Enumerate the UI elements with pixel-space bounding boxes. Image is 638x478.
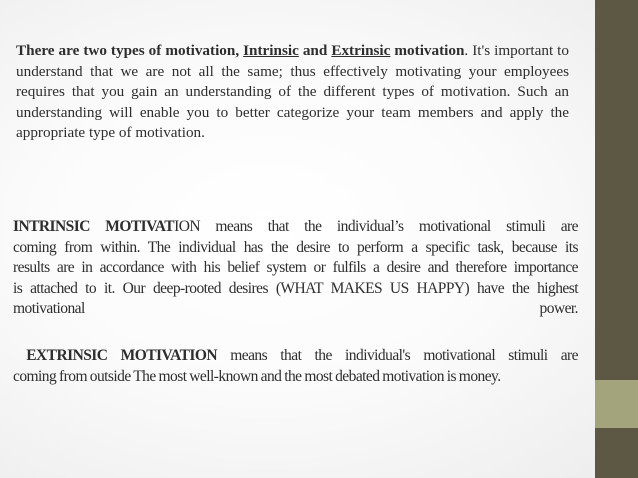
intro-paragraph <box>16 41 569 144</box>
intrinsic-heading-tail: ION <box>174 218 200 235</box>
intrinsic-heading: INTRINSIC MOTIVAT <box>13 218 175 235</box>
extrinsic-heading: EXTRINSIC MOTIVATION <box>26 347 218 364</box>
extrinsic-term: Extrinsic <box>331 42 391 59</box>
intrinsic-paragraph <box>13 217 578 320</box>
intrinsic-line-1-rest: means that the individual’s motivational stimuli are <box>200 218 578 235</box>
intro-and: and <box>298 42 332 59</box>
intrinsic-line-5: motivational power. <box>13 300 578 318</box>
intro-rest: . It's important to understand that we are not all the same; thus effectively motivating your employees requires that you gain an understanding of the different types of motivation. Such an understanding will enable you to better categorize your team members and apply the appropriate type of motivation. <box>16 42 569 142</box>
intro-motivation-word: motivation <box>390 42 465 59</box>
intrinsic-term: Intrinsic <box>243 42 299 59</box>
intro-lead: There are two types of motivation, <box>16 42 244 59</box>
intrinsic-line-3: results are in accordance with his belief system or fulfils a desire and therefore importance <box>13 259 578 277</box>
extrinsic-line-1-rest: means that the individual's motivational stimuli are <box>217 347 578 364</box>
intrinsic-line-1 <box>13 217 578 238</box>
intrinsic-line-2: coming from within. The individual has the desire to perform a specific task, because its <box>13 238 578 256</box>
sidebar-accent-block <box>595 380 638 428</box>
extrinsic-line-2: coming from outside The most well-known and the most debated motivation is money. <box>13 367 501 385</box>
extrinsic-paragraph <box>13 346 578 387</box>
intrinsic-line-4: is attached to it. Our deep-rooted desires (WHAT MAKES US HAPPY) have the highest <box>13 279 578 297</box>
extrinsic-line-1 <box>13 346 578 367</box>
